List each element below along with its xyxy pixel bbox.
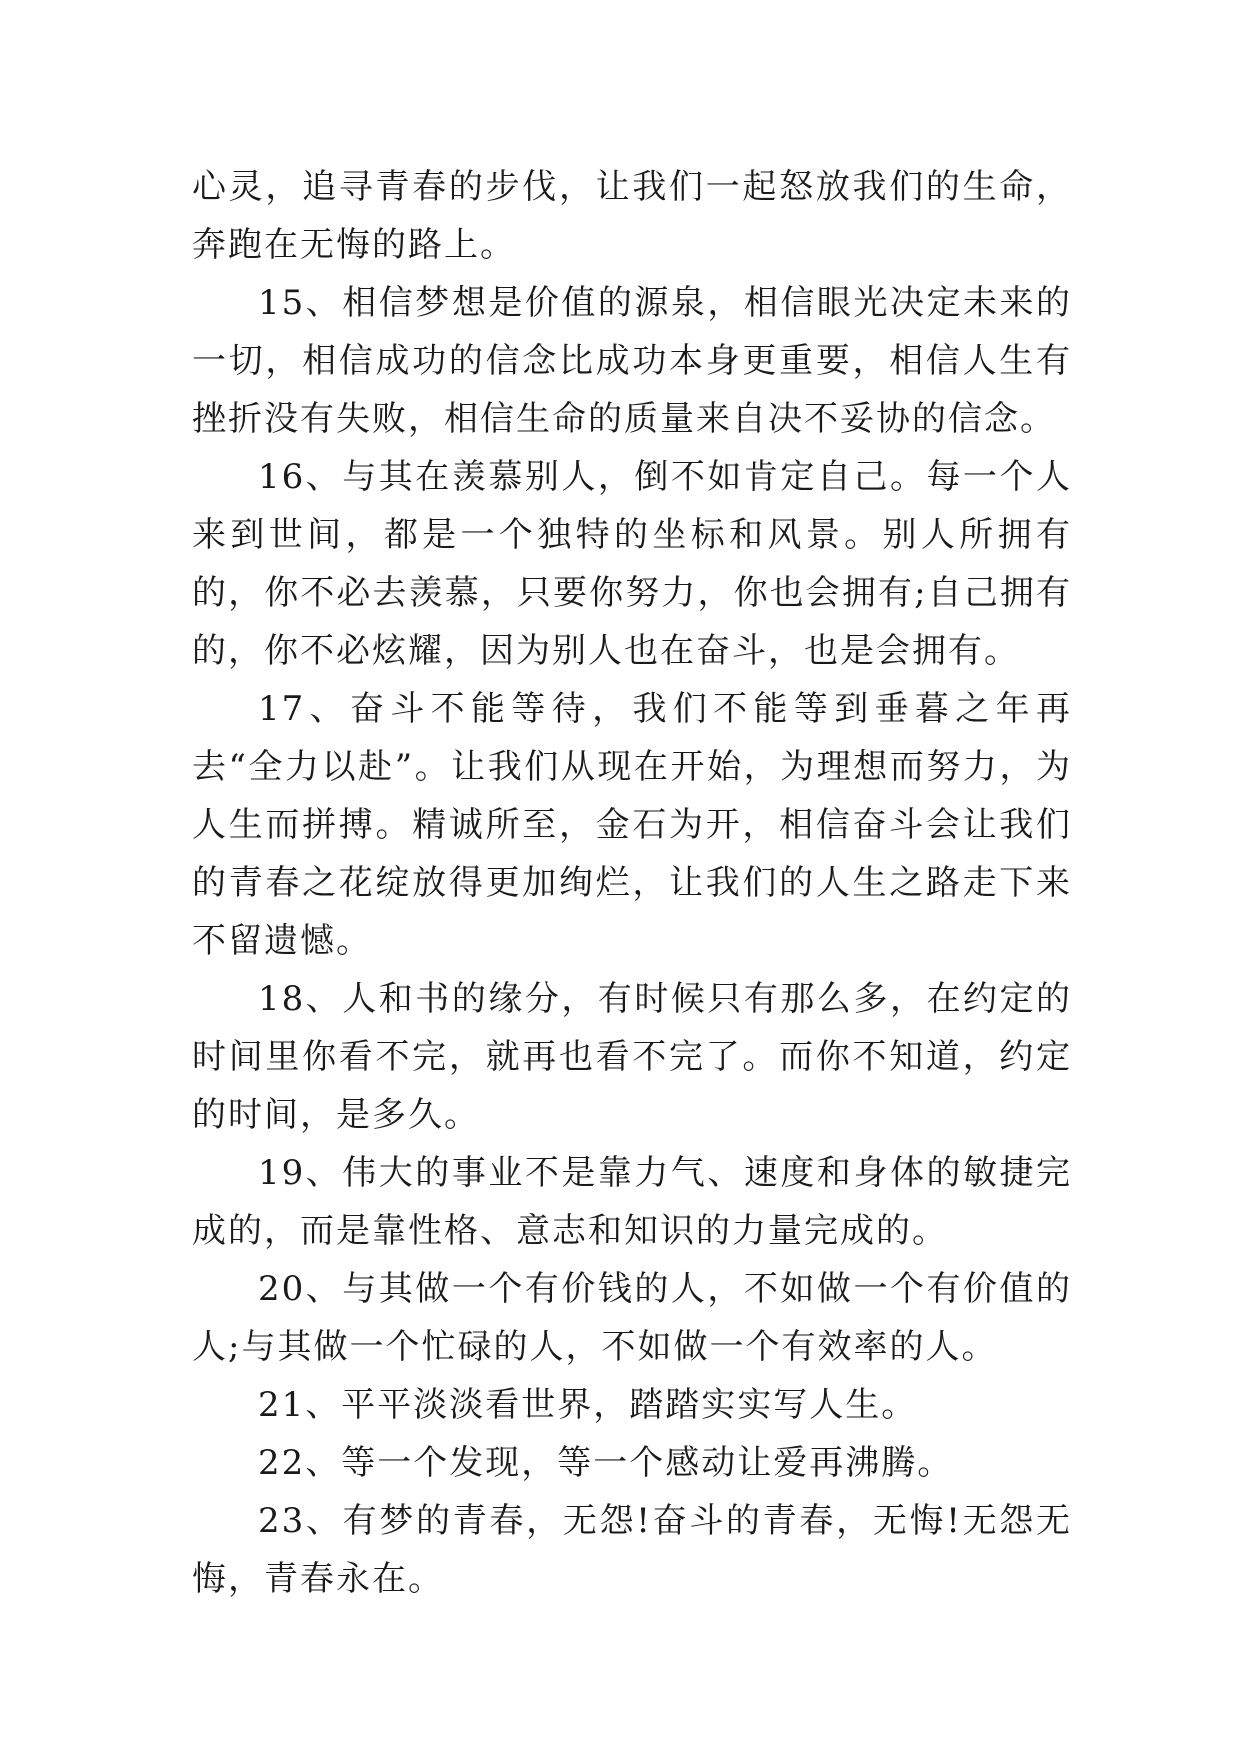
paragraph-18: 18、人和书的缘分，有时候只有那么多，在约定的时间里你看不完，就再也看不完了。而你不知道，约定的时间，是多久。 bbox=[192, 979, 1072, 1135]
paragraph-17: 17、奋斗不能等待，我们不能等到垂暮之年再去“全力以赴”。让我们从现在开始，为理想而努力，为人生而拼搏。精诚所至，金石为开，相信奋斗会让我们的青春之花绽放得更加绚烂，让我们的人生之路走下来不留遗憾。 bbox=[192, 689, 1072, 961]
paragraph-21: 21、平平淡淡看世界，踏踏实实写人生。 bbox=[258, 1385, 918, 1425]
paragraph-15: 15、相信梦想是价值的源泉，相信眼光决定未来的一切，相信成功的信念比成功本身更重要，相信人生有挫折没有失败，相信生命的质量来自决不妥协的信念。 bbox=[192, 283, 1072, 439]
paragraph-19: 19、伟大的事业不是靠力气、速度和身体的敏捷完成的，而是靠性格、意志和知识的力量完成的。 bbox=[192, 1153, 1072, 1251]
paragraph-continued: 心灵，追寻青春的步伐，让我们一起怒放我们的生命，奔跑在无悔的路上。 bbox=[192, 167, 1072, 265]
paragraph-23: 23、有梦的青春，无怨!奋斗的青春，无悔!无怨无悔，青春永在。 bbox=[192, 1501, 1072, 1599]
paragraph-20: 20、与其做一个有价钱的人，不如做一个有价值的人;与其做一个忙碌的人，不如做一个有效率的人。 bbox=[192, 1269, 1072, 1367]
paragraph-22: 22、等一个发现，等一个感动让爱再沸腾。 bbox=[258, 1443, 954, 1483]
document-body bbox=[192, 158, 1072, 1608]
paragraph-16: 16、与其在羡慕别人，倒不如肯定自己。每一个人来到世间，都是一个独特的坐标和风景。别人所拥有的，你不必去羡慕，只要你努力，你也会拥有;自己拥有的，你不必炫耀，因为别人也在奋斗，也是会拥有。 bbox=[192, 457, 1072, 671]
